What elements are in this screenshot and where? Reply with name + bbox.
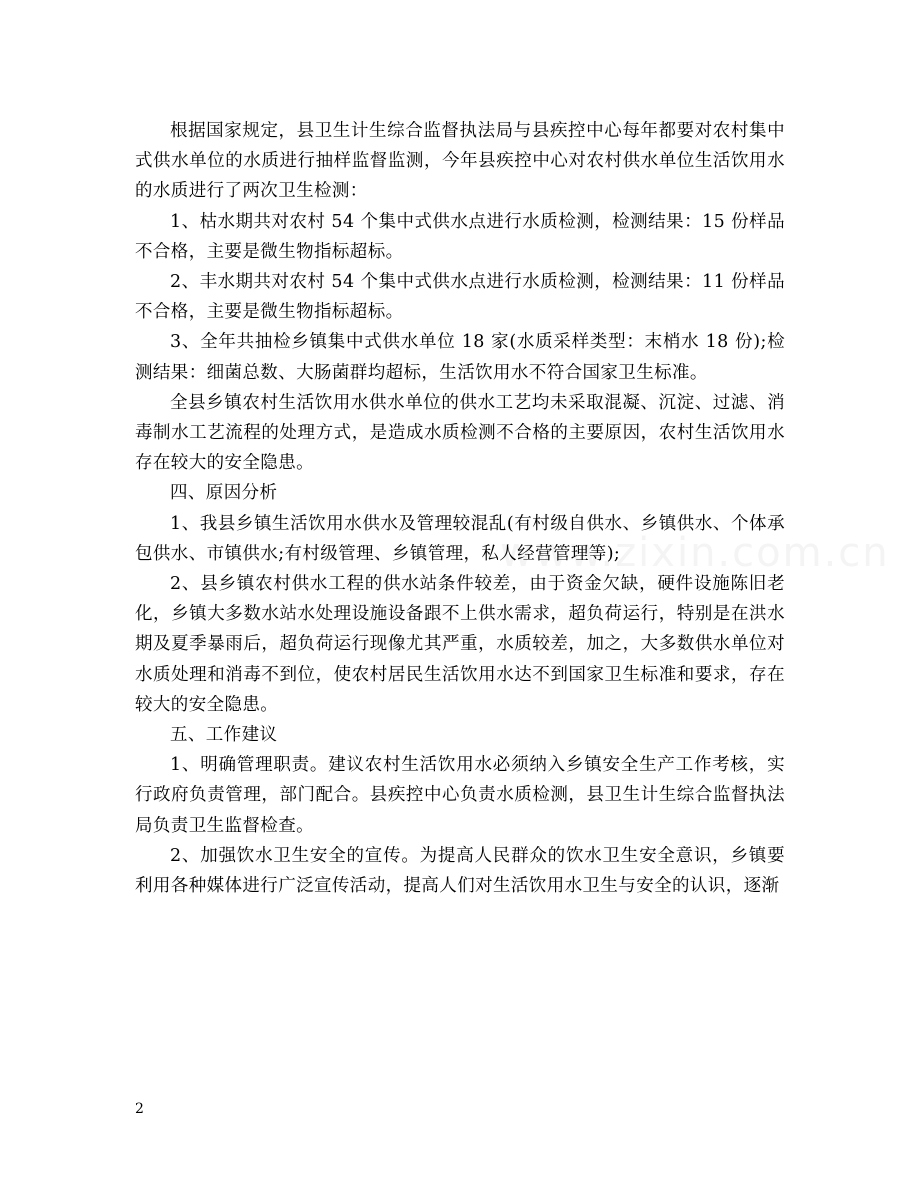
paragraph-township-sampling: 3、全年共抽检乡镇集中式供水单位 18 家(水质采样类型：末梢水 18 份);检测结果：细菌总数、大肠菌群均超标，生活饮用水不符合国家卫生标准。 (135, 332, 785, 383)
document-body (135, 116, 785, 901)
paragraph-intro: 根据国家规定，县卫生计生综合监督执法局与县疾控中心每年都要对农村集中式供水单位的水质进行抽样监督监测，今年县疾控中心对农村供水单位生活饮用水的水质进行了两次卫生检测： (135, 121, 785, 202)
section-heading-work-suggestions: 五、工作建议 (170, 725, 278, 746)
paragraph-dry-season: 1、枯水期共对农村 54 个集中式供水点进行水质检测，检测结果：15 份样品不合格，主要是微生物指标超标。 (135, 211, 785, 262)
section-heading-cause-analysis: 四、原因分析 (170, 483, 278, 504)
paragraph-wet-season: 2、丰水期共对农村 54 个集中式供水点进行水质检测，检测结果：11 份样品不合格，主要是微生物指标超标。 (135, 272, 785, 323)
paragraph-suggestion-2: 2、加强饮水卫生安全的宣传。为提高人民群众的饮水卫生安全意识，乡镇要利用各种媒体进行广泛宣传活动，提高人们对生活饮用水卫生与安全的认识，逐渐 (135, 845, 785, 897)
paragraph-suggestion-1: 1、明确管理职责。建议农村生活饮用水必须纳入乡镇安全生产工作考核，实行政府负责管理，部门配合。县疾控中心负责水质检测，县卫生计生综合监督执法局负责卫生监督检查。 (135, 755, 785, 836)
watermark: www.zixin.com.cn (500, 530, 890, 576)
paragraph-cause-1: 1、我县乡镇生活饮用水供水及管理较混乱(有村级自供水、乡镇供水、个体承包供水、市镇供水;有村级管理、乡镇管理，私人经营管理等); (135, 513, 785, 564)
paragraph-process-summary: 全县乡镇农村生活饮用水供水单位的供水工艺均未采取混凝、沉淀、过滤、消毒制水工艺流程的处理方式，是造成水质检测不合格的主要原因，农村生活饮用水存在较大的安全隐患。 (135, 392, 785, 474)
page-number: 2 (135, 1101, 144, 1117)
paragraph-cause-2: 2、县乡镇农村供水工程的供水站条件较差，由于资金欠缺，硬件设施陈旧老化，乡镇大多数水站水处理设施设备跟不上供水需求，超负荷运行，特别是在洪水期及夏季暴雨后，超负荷运行现像尤其严重，水质较差，加之，大多数供水单位对水质处理和消毒不到位，使农村居民生活饮用水达不到国家卫生标准和要求，存在较大的安全隐患。 (135, 574, 785, 715)
